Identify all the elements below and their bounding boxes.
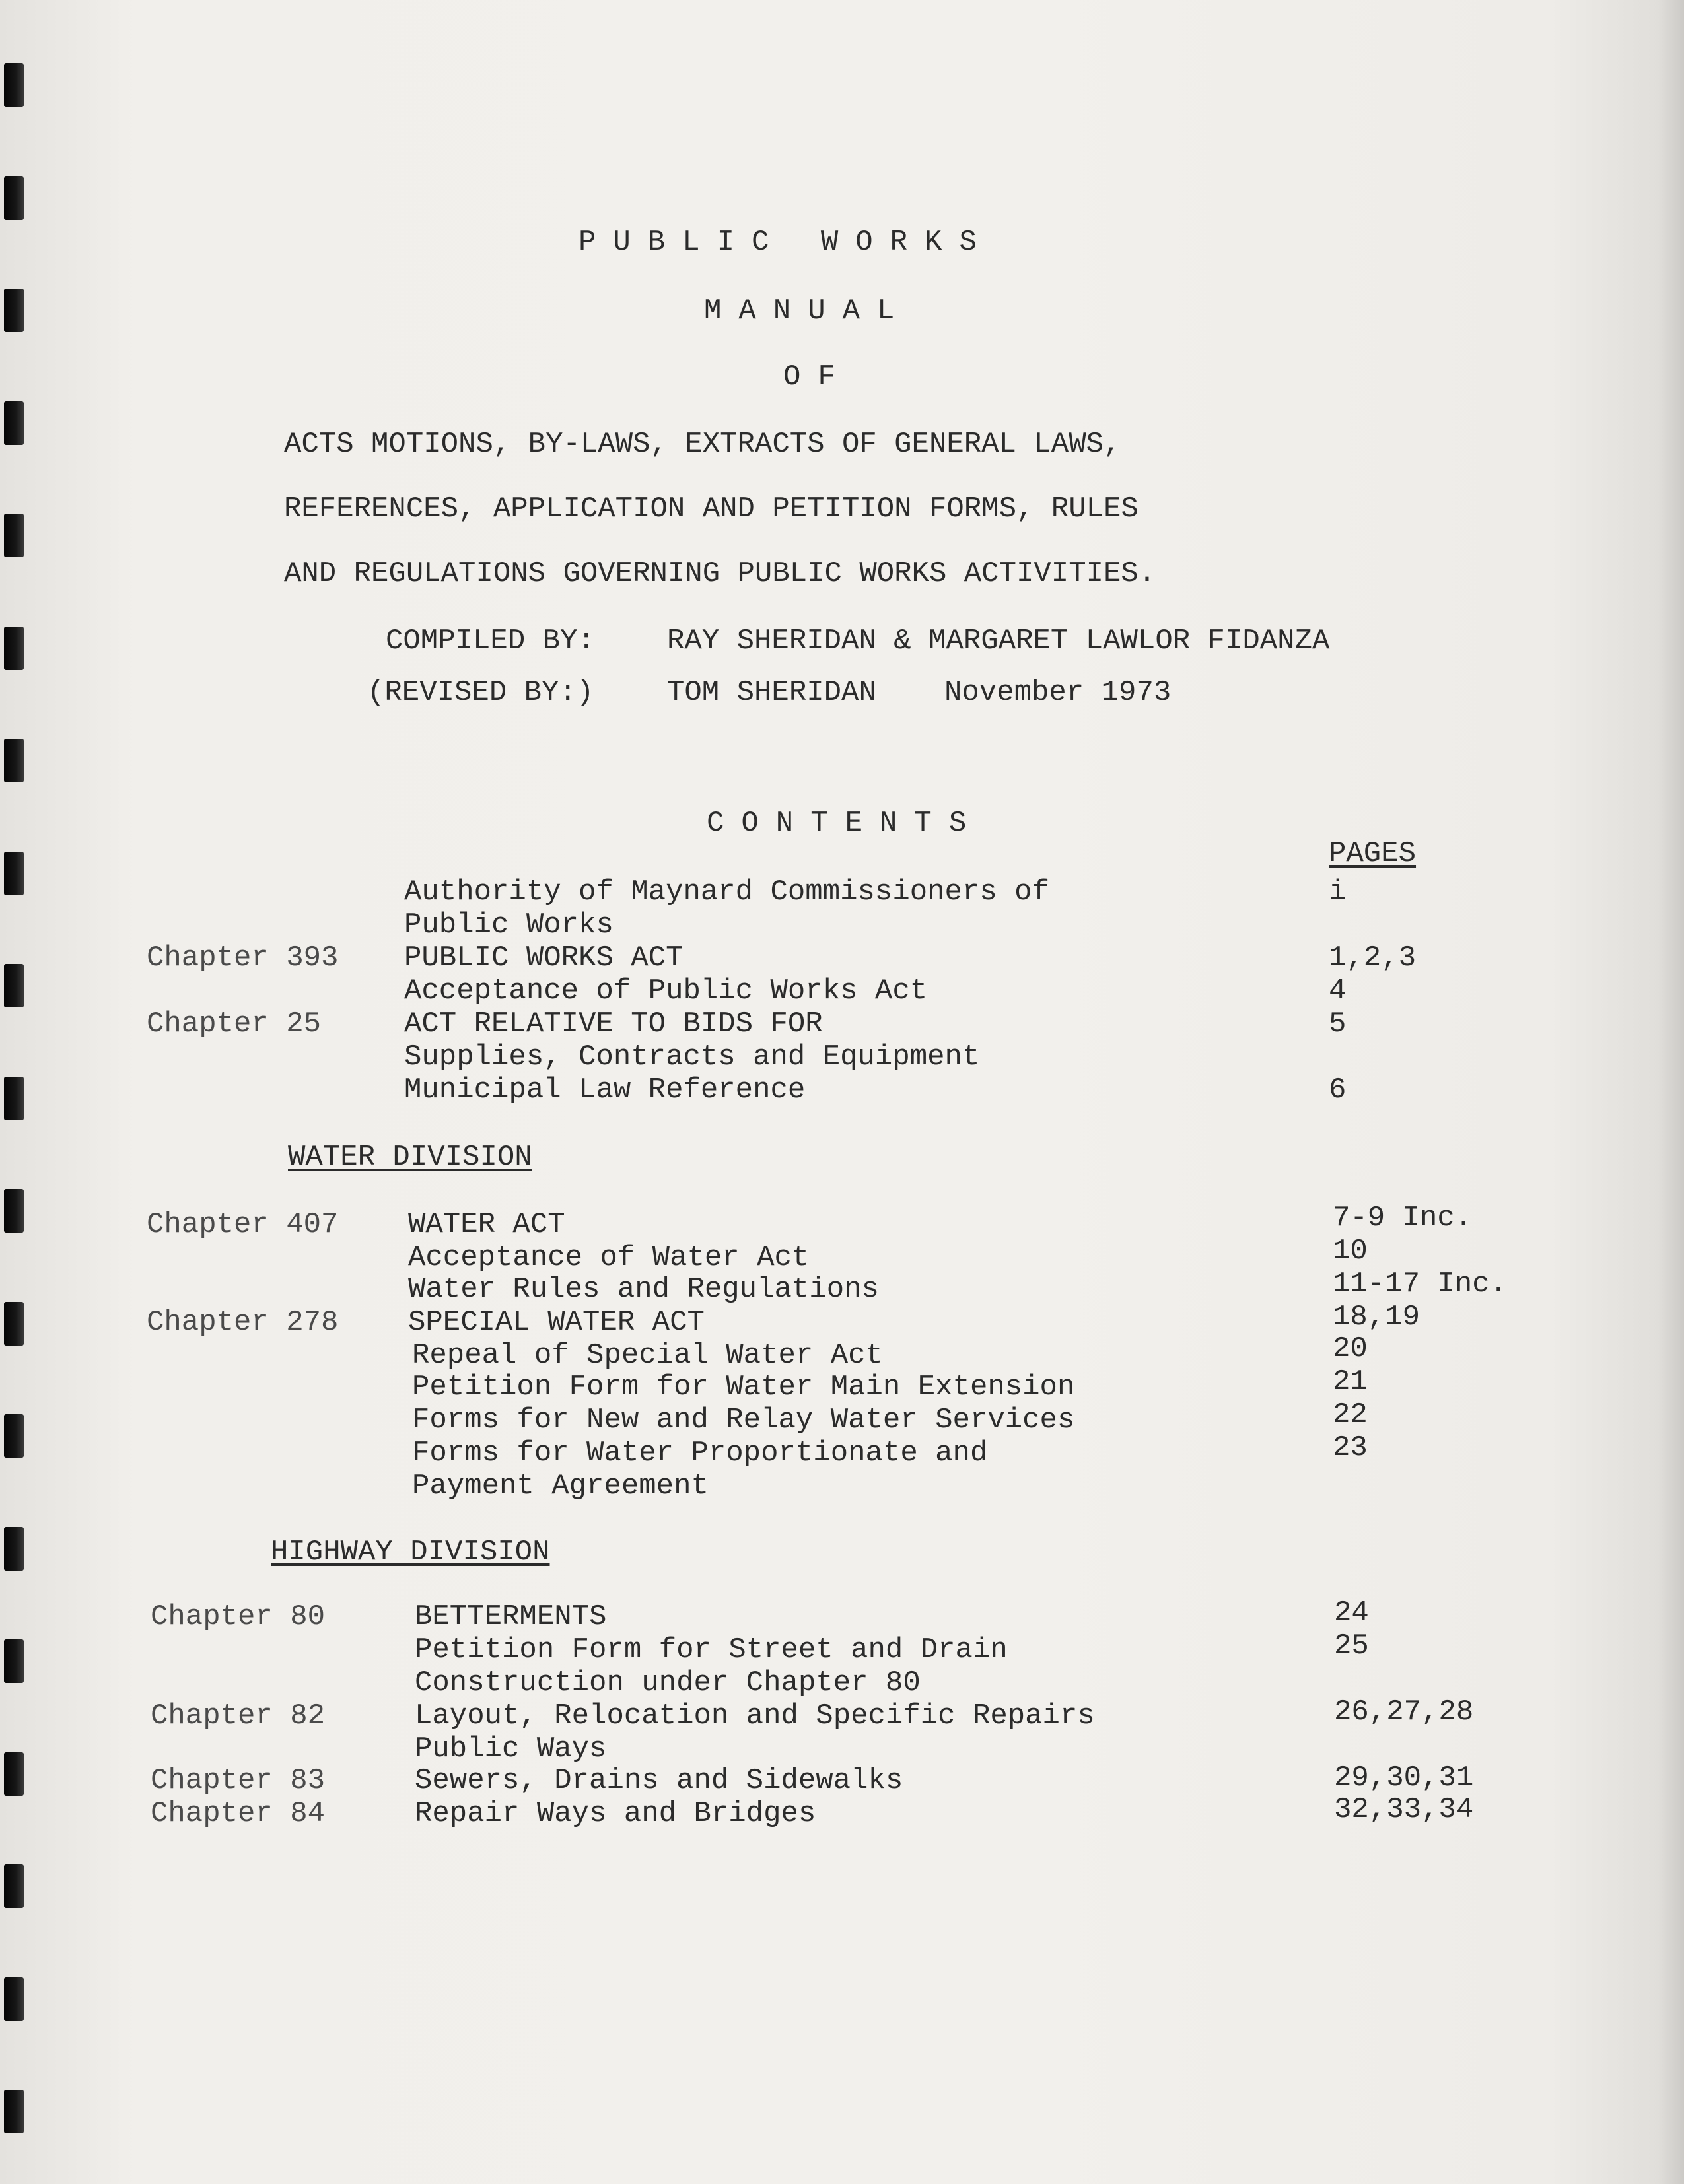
- entry-pages: 25: [1334, 1629, 1369, 1662]
- entry-title: Acceptance of Water Act: [408, 1241, 810, 1274]
- water-division-heading: WATER DIVISION: [288, 1141, 532, 1174]
- entry-title: Petition Form for Street and Drain: [415, 1633, 1008, 1666]
- chapter-label: Chapter 83: [151, 1764, 326, 1797]
- entry-title: WATER ACT: [408, 1208, 565, 1241]
- binding-hole: [4, 1302, 24, 1346]
- binding-hole: [4, 63, 24, 107]
- entry-pages: 7-9 Inc.: [1333, 1202, 1473, 1235]
- subtitle-line-3: AND REGULATIONS GOVERNING PUBLIC WORKS ACTIVITIES.: [284, 557, 1156, 590]
- revised-date: November 1973: [944, 676, 1172, 709]
- entry-pages: 11-17 Inc.: [1333, 1268, 1508, 1301]
- contents-heading: CONTENTS: [707, 807, 984, 840]
- binding-hole: [4, 1414, 24, 1458]
- binding-hole: [4, 1077, 24, 1120]
- entry-pages: 22: [1333, 1398, 1368, 1431]
- chapter-label: Chapter 80: [151, 1600, 326, 1633]
- binding-hole: [4, 2090, 24, 2133]
- entry-pages: 24: [1334, 1596, 1369, 1629]
- entry-title: Forms for New and Relay Water Services: [412, 1404, 1075, 1437]
- entry-title: ACT RELATIVE TO BIDS FOR: [404, 1007, 823, 1041]
- chapter-label: Chapter 84: [151, 1797, 326, 1830]
- entry-title: Acceptance of Public Works Act: [404, 974, 928, 1007]
- entry-title: Petition Form for Water Main Extension: [412, 1371, 1075, 1404]
- subtitle-line-2: REFERENCES, APPLICATION AND PETITION FORMS, RULES: [284, 493, 1139, 526]
- chapter-label: Chapter 393: [147, 941, 339, 974]
- entry-pages: 20: [1333, 1332, 1368, 1365]
- entry-pages: 18,19: [1333, 1301, 1421, 1334]
- revised-by-label: (REVISED BY:): [367, 676, 594, 709]
- entry-title: Water Rules and Regulations: [408, 1273, 879, 1306]
- compiled-by-names: RAY SHERIDAN & MARGARET LAWLOR FIDANZA: [667, 625, 1330, 658]
- entry-title: Layout, Relocation and Specific Repairs: [415, 1699, 1095, 1732]
- entry-title: Construction under Chapter 80: [415, 1666, 921, 1699]
- binding-hole: [4, 964, 24, 1007]
- binding-hole: [4, 1864, 24, 1908]
- entry-pages: 1,2,3: [1329, 941, 1417, 974]
- compiled-by-label: COMPILED BY:: [386, 625, 595, 658]
- subtitle-line-1: ACTS MOTIONS, BY-LAWS, EXTRACTS OF GENERAL LAWS,: [284, 428, 1121, 461]
- entry-pages: 6: [1329, 1074, 1347, 1107]
- binding-hole: [4, 514, 24, 557]
- entry-pages: 10: [1333, 1235, 1368, 1268]
- entry-title: Payment Agreement: [412, 1470, 709, 1503]
- binding-hole: [4, 1527, 24, 1571]
- entry-title: Municipal Law Reference: [404, 1074, 806, 1107]
- binding-hole: [4, 289, 24, 332]
- title-line-3: OF: [783, 360, 853, 393]
- entry-title: Public Works: [404, 908, 614, 941]
- entry-title: Repair Ways and Bridges: [415, 1797, 816, 1830]
- binding-hole: [4, 739, 24, 782]
- title-line-2: MANUAL: [704, 294, 912, 327]
- binding-hole: [4, 176, 24, 220]
- entry-title: BETTERMENTS: [415, 1600, 607, 1633]
- chapter-label: Chapter 25: [147, 1007, 322, 1041]
- entry-title: PUBLIC WORKS ACT: [404, 941, 684, 974]
- entry-title: Public Ways: [415, 1732, 607, 1765]
- entry-pages: 4: [1329, 974, 1347, 1007]
- revised-by-name: TOM SHERIDAN: [667, 676, 876, 709]
- highway-division-heading: HIGHWAY DIVISION: [271, 1536, 550, 1569]
- entry-title: Sewers, Drains and Sidewalks: [415, 1764, 903, 1797]
- spiral-binding: [0, 0, 40, 2184]
- entry-title: Forms for Water Proportionate and: [412, 1437, 988, 1470]
- entry-pages: i: [1329, 875, 1347, 908]
- chapter-label: Chapter 82: [151, 1699, 326, 1732]
- entry-title: Authority of Maynard Commissioners of: [404, 875, 1049, 908]
- chapter-label: Chapter 278: [147, 1306, 339, 1339]
- entry-pages: 21: [1333, 1365, 1368, 1398]
- entry-pages: 32,33,34: [1334, 1793, 1474, 1826]
- binding-hole: [4, 1189, 24, 1233]
- chapter-label: Chapter 407: [147, 1208, 339, 1241]
- entry-pages: 29,30,31: [1334, 1761, 1474, 1794]
- entry-title: Repeal of Special Water Act: [412, 1339, 883, 1372]
- entry-title: Supplies, Contracts and Equipment: [404, 1041, 980, 1074]
- entry-title: SPECIAL WATER ACT: [408, 1306, 705, 1339]
- title-line-1: PUBLIC WORKS: [579, 226, 994, 259]
- page-edge-shadow: [1658, 0, 1684, 2184]
- entry-pages: 5: [1329, 1007, 1347, 1041]
- entry-pages: 26,27,28: [1334, 1695, 1474, 1728]
- binding-hole: [4, 1977, 24, 2021]
- binding-hole: [4, 627, 24, 670]
- binding-hole: [4, 852, 24, 895]
- binding-hole: [4, 1752, 24, 1796]
- pages-column-heading: PAGES: [1329, 837, 1417, 870]
- entry-pages: 23: [1333, 1431, 1368, 1464]
- binding-hole: [4, 401, 24, 445]
- binding-hole: [4, 1639, 24, 1683]
